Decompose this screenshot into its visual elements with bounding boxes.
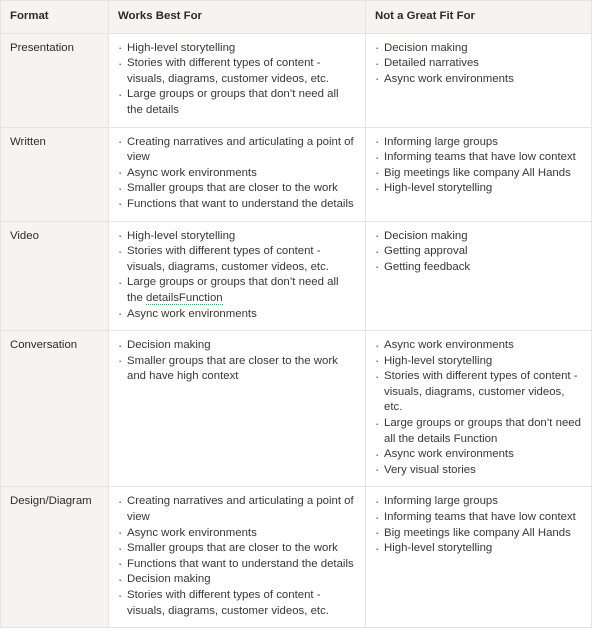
bullet-item: · High-level storytelling — [375, 354, 582, 370]
bullet-item: · High-level storytelling — [375, 181, 582, 197]
bullet-item: · Functions that want to understand the details — [118, 197, 356, 213]
bullet-item: · High-level storytelling — [118, 41, 356, 57]
table-row — [1, 33, 592, 127]
bullet-list — [375, 494, 582, 556]
bullet-list — [375, 229, 582, 276]
bullet-item: · Decision making — [375, 41, 582, 57]
bullet-item: · Functions that want to understand the details — [118, 557, 356, 573]
works-best-for-cell — [109, 331, 366, 487]
bullet-item: · High-level storytelling — [375, 541, 582, 557]
bullet-item: · Stories with different types of content - visuals, diagrams, customer videos, etc. — [118, 56, 356, 87]
works-best-for-cell — [109, 487, 366, 628]
bullet-item: · Smaller groups that are closer to the work — [118, 541, 356, 557]
bullet-item: · Async work environments — [375, 72, 582, 88]
table-body — [1, 33, 592, 628]
bullet-item: · Getting approval — [375, 244, 582, 260]
column-header-works-best-for: Works Best For — [109, 1, 366, 34]
works-best-for-cell — [109, 221, 366, 331]
column-header-format: Format — [1, 1, 109, 34]
table-row — [1, 127, 592, 221]
bullet-item: · Async work environments — [375, 338, 582, 354]
bullet-item: · Detailed narratives — [375, 56, 582, 72]
not-a-great-fit-for-cell — [366, 33, 592, 127]
bullet-item: · Large groups or groups that don’t need all the details Function — [375, 416, 582, 447]
bullet-list — [118, 41, 356, 119]
bullet-item: · Informing teams that have low context — [375, 150, 582, 166]
bullet-item: · Stories with different types of content - visuals, diagrams, customer videos, etc. — [118, 588, 356, 619]
bullet-item: · Async work environments — [118, 526, 356, 542]
spellcheck-underlined-text: detailsFunction — [146, 291, 223, 304]
table-header — [1, 1, 592, 34]
table-row — [1, 331, 592, 487]
format-name-cell: Design/Diagram — [1, 487, 109, 628]
bullet-item: · Large groups or groups that don’t need all the detailsFunction — [118, 275, 356, 306]
bullet-item: · Big meetings like company All Hands — [375, 526, 582, 542]
table-header-row — [1, 1, 592, 34]
bullet-item: · Creating narratives and articulating a point of view — [118, 494, 356, 525]
bullet-list — [118, 229, 356, 323]
not-a-great-fit-for-cell — [366, 487, 592, 628]
format-name-cell: Presentation — [1, 33, 109, 127]
bullet-item: · High-level storytelling — [118, 229, 356, 245]
bullet-list — [375, 135, 582, 197]
bullet-item: · Stories with different types of content - visuals, diagrams, customer videos, etc. — [375, 369, 582, 416]
bullet-item: · Getting feedback — [375, 260, 582, 276]
bullet-list — [118, 338, 356, 385]
bullet-item: · Creating narratives and articulating a point of view — [118, 135, 356, 166]
bullet-item: · Smaller groups that are closer to the work — [118, 181, 356, 197]
bullet-list — [118, 135, 356, 213]
works-best-for-cell — [109, 127, 366, 221]
bullet-item: · Big meetings like company All Hands — [375, 166, 582, 182]
bullet-list — [118, 494, 356, 619]
bullet-item: · Informing large groups — [375, 494, 582, 510]
bullet-item: · Decision making — [118, 572, 356, 588]
table-row — [1, 221, 592, 331]
not-a-great-fit-for-cell — [366, 127, 592, 221]
bullet-item: · Informing large groups — [375, 135, 582, 151]
bullet-item: · Async work environments — [375, 447, 582, 463]
bullet-item: · Large groups or groups that don’t need all the details — [118, 87, 356, 118]
not-a-great-fit-for-cell — [366, 221, 592, 331]
bullet-list — [375, 41, 582, 88]
bullet-item: · Smaller groups that are closer to the work and have high context — [118, 354, 356, 385]
bullet-list — [375, 338, 582, 478]
bullet-item: · Decision making — [375, 229, 582, 245]
bullet-item: · Stories with different types of content - visuals, diagrams, customer videos, etc. — [118, 244, 356, 275]
bullet-item: · Decision making — [118, 338, 356, 354]
bullet-item: · Very visual stories — [375, 463, 582, 479]
format-name-cell: Written — [1, 127, 109, 221]
bullet-item: · Async work environments — [118, 166, 356, 182]
column-header-not-a-great-fit-for: Not a Great Fit For — [366, 1, 592, 34]
table-row — [1, 487, 592, 628]
works-best-for-cell — [109, 33, 366, 127]
format-name-cell: Video — [1, 221, 109, 331]
not-a-great-fit-for-cell — [366, 331, 592, 487]
bullet-item: · Async work environments — [118, 307, 356, 323]
format-name-cell: Conversation — [1, 331, 109, 487]
bullet-item: · Informing teams that have low context — [375, 510, 582, 526]
